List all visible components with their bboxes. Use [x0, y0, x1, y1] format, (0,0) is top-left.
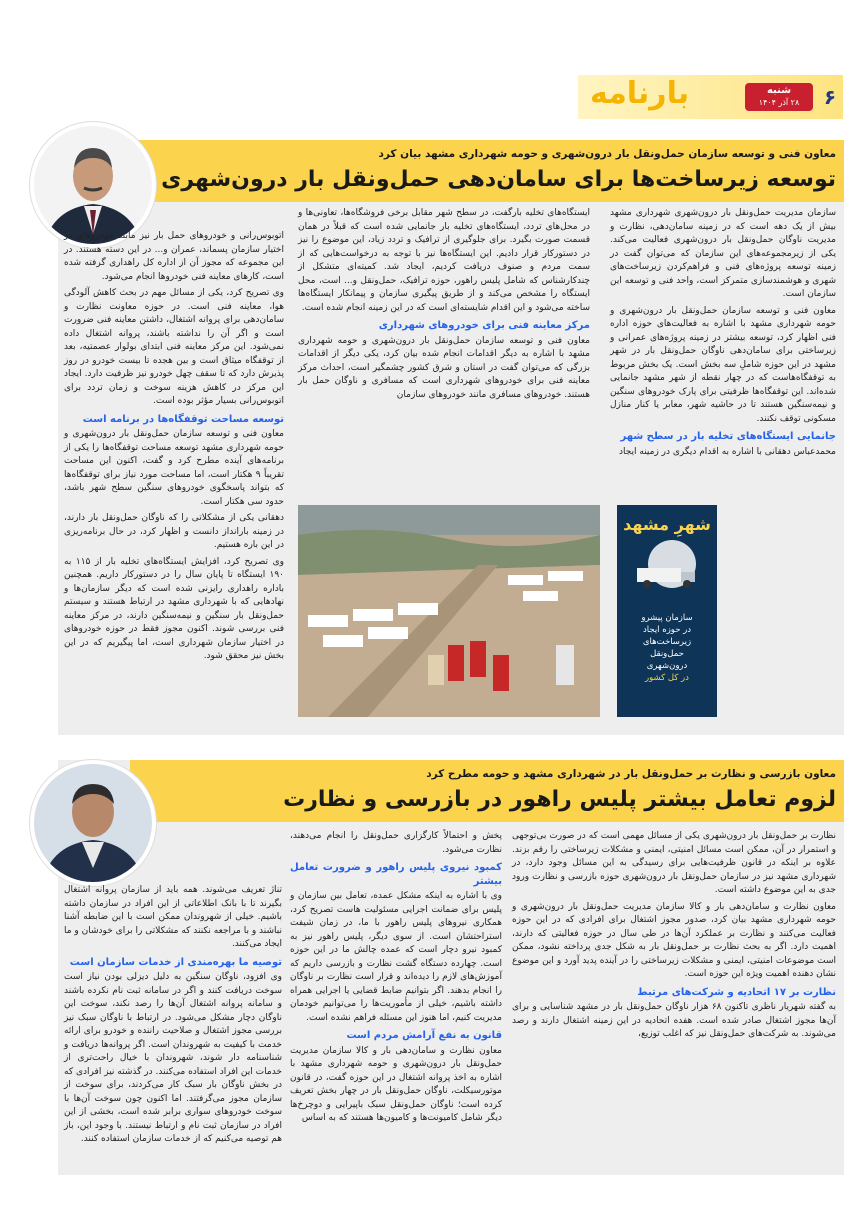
article2-column-right — [512, 830, 836, 1170]
date-badge — [745, 83, 813, 111]
article1-column-middle — [298, 207, 590, 497]
poster-title: شهرِ مشهد — [623, 515, 711, 534]
paragraph: دهقانی یکی از مشکلاتی را که ناوگان حمل‌ونقل بار دارند، در زمینه بارانداز دانست و اظهار کرد، در حال برنامه‌ریزی در این باره هستیم. — [64, 513, 284, 550]
paragraph: محمدعباس دهقانی با اشاره به اقدام دیگری در زمینه ایجاد — [618, 446, 836, 457]
subheading-calm: قانون به نفع آرامش مردم است — [346, 1030, 502, 1041]
paragraph: وی تصریح کرد، یکی از مسائل مهم در بحث کاهش آلودگی هوا، معاینه فنی است. در حوزه معاونت نظارت و سامان‌دهی برای پروانه اشتغال، داشتن معاینه فنی ضرورت است و اگر آن را نداشته باشند، پروانه اشتغال داده نمی‌شود. این مرکز معاینه فنی ابتدای بولوار عصمتیه، بعد از توقفگاه میثاق است و بین هجده تا بیست خودرو در روز پذیرش دارد که تا سقف چهل خودرو نیز ظرفیت دارد. ایجاد این مرکز در کاهش هزینه سوخت و زمان تردد برای اتوبوس‌رانی بسیار مؤثر بوده است. — [64, 288, 284, 406]
truck-parking-image-icon — [298, 505, 600, 717]
article2-kicker: معاون بازرسی و نظارت بر حمل‌ونقل بار در شهرداری مشهد و حومه مطرح کرد — [426, 768, 836, 780]
article2-headline: لزوم تعامل بیشتر پلیس راهور در بازرسی و نظارت — [283, 787, 836, 812]
date-day: شنبه — [766, 85, 792, 96]
person-portrait-icon — [34, 126, 152, 244]
page-number: ۶ — [823, 85, 837, 109]
campaign-poster — [617, 505, 717, 717]
poster-line: سازمان پیشرو — [641, 613, 693, 623]
poster-line: در کل کشور — [645, 673, 689, 683]
article2-portrait — [30, 760, 156, 886]
paragraph: تناژ تعریف می‌شوند. همه باید از سازمان پروانه اشتغال بگیرند تا با بانک اطلاعاتی از این افراد در سازمان داشته باشیم. خیلی از شهروندان ممکن است با این ضابطه آشنا نباشند و با مراجعه نکنند که مشکلاتی را برای خودشان و ما ایجاد می‌کنند. — [64, 885, 282, 949]
poster-line: درون‌شهری — [646, 661, 688, 671]
paragraph: سازمان مدیریت حمل‌ونقل بار درون‌شهری شهرداری مشهد بیش از یک دهه است که در زمینه سامان‌دهی، نظارت و مدیریت ناوگان حمل‌ونقل بار درون‌شهری فعالیت می‌کند. یکی از زیرمجموعه‌های این سازمان که می‌توان گفت در زمینه توسعه پروژه‌های فنی و فراهم‌کردن زیرساخت‌های شهری و هوشمندسازی متمرکز است، واحد فنی و توسعه این سازمان است. — [610, 208, 836, 299]
paragraph: پخش و احتمالاً کارگزاری حمل‌ونقل را انجام می‌دهند، نظارت می‌شود. — [290, 831, 502, 855]
paragraph: معاون فنی و توسعه سازمان حمل‌ونقل بار درون‌شهری و حومه شهرداری مشهد با اشاره به فعالیت‌های حوزه اداره فنی اظهار کرد، توسعه بیشتر در زمینه پروژه‌های عمرانی و زیرساختی برای سامان‌دهی ناوگان حمل‌ونقل بار در شهر مشهد در این حوزه شاملِ سه بخش است. یک بخش مربوط به توقفگاه‌هاست که در چهار نقطه از شهر مشهد جانمایی شده‌اند. این توقفگاه‌ها ظرفیتی برای پارک خودروهای سنگین و نیمه‌سنگین هستند تا در حاشیه شهر، معابر یا کنار منازل مسکونی توقف نکنند. — [610, 305, 836, 424]
subheading-inspection: مرکز معاینه فنی برای خودروهای شهرداری — [378, 320, 590, 331]
subheading-interest: توصیه ما بهره‌مندی از خدمات سازمان است — [69, 956, 282, 968]
poster-text — [617, 612, 717, 684]
paragraph: وی افزود، ناوگان سنگین به دلیل دیزلی بودن نیاز است سوخت دریافت کنند و اگر در سامانه ثبت نام نکرده باشند و سامانه پروانه اشتغال آن‌ها را رصد نکند، سوخت این ناوگان دچار مشکل می‌شود. در ارتباط با ناوگان سبک نیز بررسی مجوز اشتغال و صلاحیت راننده و خودرو برای ارائه خدمت با کیفیت به شهروندان است. اگر پروانه‌ها دریافت و شناسنامه دار شوند، شهروندان با خیال راحت‌تری از خدمات این افراد استفاده می‌کنند. در گذشته نیز افرادی که در بخش ناوگان بار سبک کار می‌کردند، برای سوخت از سازمان مجوز می‌گرفتند. اما اکنون چون سوخت آن‌ها با سوخت خودروهای سواری برابر شده است، بخشی از این افراد در سازمان ثبت نام و ارتباط نیستند. با وجود این، باز هم توصیه می‌کنیم که از خدمات سازمان استفاده کنند. — [64, 972, 282, 1144]
subheading-placement: جانمایی ایستگاه‌های تخلیه بار در سطح شهر — [620, 431, 836, 442]
poster-line: حمل‌ونقل — [650, 649, 684, 659]
paragraph: وی تصریح کرد، افزایش ایستگاه‌های تخلیه بار از ۱۱۵ به ۱۹۰ ایستگاه تا پایان سال را در دستورکار داریم. همچنین باداره راهداری رایزنی شده است که دیگر سازمان‌ها و نهادهایی که با شهرداری مشهد در ارتباط هستند و سیستم حمل‌ونقل بار سنگین و نیمه‌سنگین دارند، در مرکز معاینه فنی بررسی شوند. اکنون مجوز فقط در حوزه خودروهای در اختیار سازمان شهرداری است، اما پیگیریم که در این بخش نیز محقق شود. — [64, 556, 284, 661]
poster-line: زیرساخت‌های — [642, 637, 692, 647]
paragraph: معاون فنی و توسعه سازمان حمل‌ونقل بار درون‌شهری و حومه شهرداری مشهد توسعه مساحت توقفگاه‌ها را یکی از برنامه‌های آینده مطرح کرد و گفت، اکنون این مساحت تقریباً ۹ هکتار است، اما مساحت مورد نیاز برای توقفگاه‌ها که بتواند پاسخگوی خودروهای سنگین سطح شهر باشد، حدود سی هکتار است. — [64, 429, 284, 507]
person-portrait-icon — [34, 764, 152, 882]
article1-column-right — [610, 207, 836, 507]
article1-kicker: معاون فنی و توسعه سازمان حمل‌ونقل بار درون‌شهری و حومه شهرداری مشهد بیان کرد — [378, 148, 836, 160]
subheading-union: نظارت بر ۱۷ اتحادیه و شرکت‌های مرتبط — [637, 986, 836, 998]
poster-line: در حوزه ایجاد — [642, 625, 692, 635]
article1-column-left — [64, 230, 284, 730]
paragraph: به گفته شهریار ناظری تاکنون ۶۸ هزار ناوگان حمل‌ونقل بار در مشهد شناسایی و برای آن‌ها مجوز اشتغال صادر شده است. هفده اتحادیه در این زمینه اشتغال دارند و رصد می‌شوند. به شرکت‌های حمل‌ونقل نیز که اغلب توزیع، — [512, 1002, 836, 1039]
subheading-expansion: توسعه مساحت توقفگاه‌ها در برنامه است — [82, 413, 284, 425]
paragraph: معاون نظارت و سامان‌دهی بار و کالا سازمان مدیریت حمل‌ونقل بار درون‌شهری و حومه شهرداری مشهد با اشاره به اخذ پروانه اشتغال در این حوزه گفت، در قانون موتورسیکلت، ناوگان حمل‌ونقل بار در چهار بخش تعریف کرده است؛ ناوگان حمل‌ونقل سبک باپیرایی و دوچرخ‌ها دیگر شامل کامیونت‌ها و کامیون‌ها هستند که به اساس — [290, 1045, 502, 1123]
article2-column-middle — [290, 830, 502, 1170]
paragraph: اتوبوس‌رانی و خودروهای حمل بار نیز مانند خودروهای در اختیار سازمان پسماند، عمران و... در این دسته هستند. در این مجموعه که مجوز آن از اداره کل راهداری گرفته شده است، کارهای معاینه فنی خودروها انجام می‌شود. — [64, 231, 284, 282]
paragraph: وی با اشاره به اینکه مشکل عمده، تعامل بین سازمان و پلیس برای ضمانت اجرایی مسئولیت هاست تصریح کرد، همکاری نیروهای پلیس راهور با ما، در زمان شیفت استراحتشان است. از سوی دیگر، پلیس راهور نیز به کمبود نیرو دچار است که عمده چالش ما در این حوزه است. چهارده دستگاه گشت نظارت و بازرسی داریم که آموزش‌های لازم را دیده‌اند و قرار است نظارت بر ناوگان را انجام بدهند. اگر بتوانیم ضابط قضایی یا اجرایی همراه داشته باشیم، خیلی از مأموریت‌ها را می‌توانیم خودمان مدیریت کنیم، اما هنوز این مسئله فراهم نشده است. — [290, 891, 502, 1023]
paragraph: ایستگاه‌های تخلیه بارگفت، در سطح شهر مقابل برخی فروشگاه‌ها، تعاونی‌ها و در محل‌های تردد، ایستگاه‌های تخلیه بار جانمایی شده است که قبلاً در همان قسمت صورت بگیرد. برای جلوگیری از ترافیک و تردد زیاد، این موضوع را نیز در دستورکار قرار دادیم. این ایستگاه‌ها نیز با توجه به درخواست‌هایی که از سمت مردم و صنوف دریافت کردیم، ایجاد شد. کمیته‌ای متشکل از چندکارشناس که شامل پلیس راهور، حوزه ترافیک، حمل‌ونقل و... است، محل ایستگاه را مشخص می‌کند و از طریق پیگیری سازمان و پیمانکار ایستگاه‌ها ساخته می‌شود و این اقدام شایسته‌ای است که در این زمینه انجام شده است. — [298, 208, 590, 313]
article2-column-left — [64, 884, 282, 1170]
truck-parking-photo — [298, 505, 600, 717]
truck-illustration-icon — [617, 534, 717, 604]
section-title: بارنامه — [590, 76, 690, 111]
paragraph: معاون فنی و توسعه سازمان حمل‌ونقل بار درون‌شهری و حومه شهرداری مشهد با اشاره به دیگر اقدامات انجام شده بیان کرد، یکی دیگر از اقدامات بزرگی که می‌توان گفت در استان و شرق کشور چشمگیر است، احداث مرکز معاینه فنی برای خودروهای شهرداری است که مسافری و ناوگان حمل بار هستند. خودروهای مسافری مانند خودروهای سازمان — [298, 335, 590, 400]
paragraph: نظارت بر حمل‌ونقل بار درون‌شهری یکی از مسائل مهمی است که در صورت بی‌توجهی و استمرار در آن، ممکن است مسائل امنیتی، ایمنی و مشکلات زیرساختی را رقم بزند. علاوه بر اینکه در قانون ظرفیت‌هایی برای رسیدگی به این مسائل وجود دارد، در شهرداری مشهد نیز در سازمان حمل‌ونقل بار درون‌شهری حوزه بازرسی و نظارت ورود جدی به این موضوع داشته است. — [512, 831, 836, 895]
top-margin — [0, 0, 858, 50]
paragraph: معاون نظارت و سامان‌دهی بار و کالا سازمان مدیریت حمل‌ونقل بار درون‌شهری و حومه شهرداری مشهد بیان کرد، صدور مجوز اشتغال برای افرادی که در این حوزه فعالیت می‌کنند و نظارت بر عملکرد آن‌ها در طی سال در حوزه فعالیتی که دارند، اهمیت دارد. اگر به بحث نظارت بر حمل‌ونقل بار به شکل جدی پرداخته نشود، ممکن است موضوعات امنیتی، ایمنی و مشکلات زیرساختی را در آینده پدید آورد و این موضوع نشان دهنده اهمیت ویژه این حوزه است. — [512, 901, 836, 979]
date-text: ۲۸ آذر ۱۴۰۴ — [758, 98, 800, 107]
subheading-police: کمبود نیروی پلیس راهور و ضرورت تعامل بیشتر — [290, 862, 502, 887]
article1-headline: توسعه زیرساخت‌ها برای سامان‌دهی حمل‌ونقل بار درون‌شهری — [161, 167, 836, 192]
